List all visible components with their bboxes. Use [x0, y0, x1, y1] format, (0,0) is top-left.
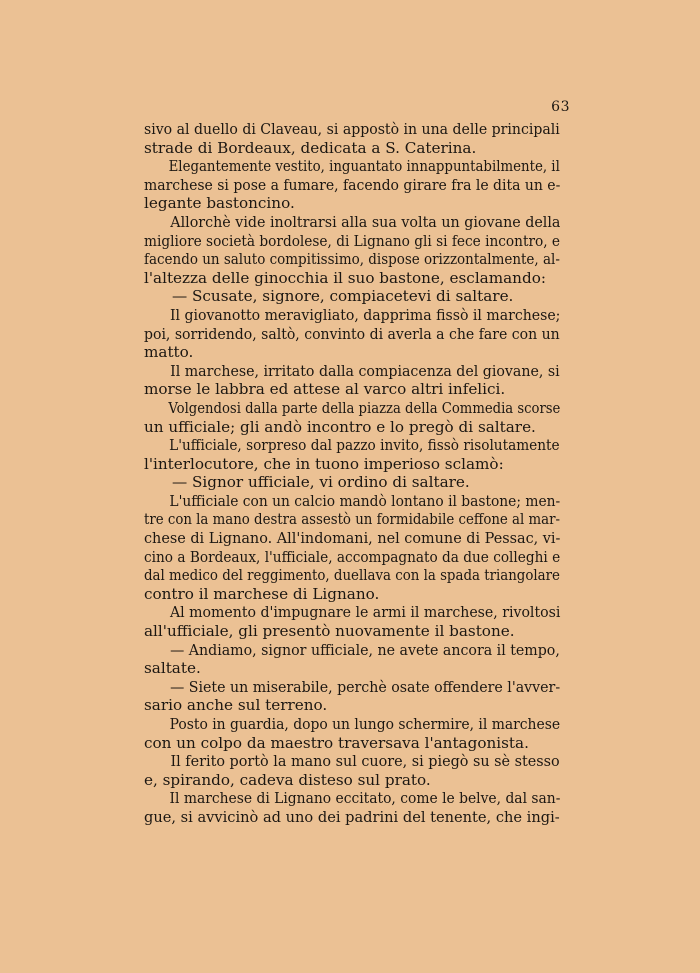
text-line: Elegantemente vestito, inguantato innappuntabilmente, il: [168, 157, 560, 176]
text-line: l'interlocutore, che in tuono imperioso sclamò:: [144, 454, 504, 473]
text-line: Allorchè vide inoltrarsi alla sua volta un giovane della: [170, 212, 561, 231]
text-line: Il giovanotto meravigliato, dapprima fissò il marchese;: [169, 305, 561, 324]
text-line: e, spirando, cadeva disteso sul prato.: [144, 770, 431, 789]
text-line: marchese si pose a fumare, facendo girare fra le dita un e-: [144, 175, 561, 194]
text-line: sivo al duello di Claveau, si appostò in una delle principali: [144, 120, 560, 138]
text-line: tre con la mano destra assestò un formidabile ceffone al mar-: [144, 510, 560, 529]
text-line: morse le labbra ed attese al varco altri infelici.: [144, 380, 506, 399]
text-line: gue, si avvicinò ad uno dei padrini del tenente, che ingi-: [144, 807, 560, 826]
text-line: saltate.: [144, 659, 201, 678]
page-number: 63: [551, 99, 570, 115]
text-line: migliore società bordolese, di Lignano gli si fece incontro, e: [144, 231, 561, 250]
body-text: [144, 120, 560, 827]
text-line: Il marchese, irritato dalla compiacenza del giovane, si: [170, 361, 560, 380]
text-line: L'ufficiale, sorpreso dal pazzo invito, fissò risolutamente: [169, 436, 560, 455]
text-line: facendo un saluto compitissimo, dispose orizzontalmente, al-: [144, 250, 560, 269]
text-line: Il marchese di Lignano eccitato, come le belve, dal san-: [169, 789, 561, 808]
text-line: — Signor ufficiale, vi ordino di saltare.: [172, 473, 470, 492]
text-line: con un colpo da maestro traversava l'antagonista.: [144, 733, 529, 752]
text-line: un ufficiale; gli andò incontro e lo pregò di saltare.: [144, 417, 536, 436]
text-line: Posto in guardia, dopo un lungo schermire, il marchese: [169, 715, 561, 733]
text-line: L'ufficiale con un calcio mandò lontano il bastone; men-: [169, 491, 561, 510]
text-line: dal medico del reggimento, duellava con la spada triangolare: [144, 566, 560, 585]
text-line: Il ferito portò la mano sul cuore, si piegò su sè stesso: [170, 752, 560, 771]
text-line: Volgendosi dalla parte della piazza della Commedia scorse: [168, 398, 561, 417]
text-line: contro il marchese di Lignano.: [144, 584, 380, 603]
text-line: sario anche sul terreno.: [144, 696, 328, 715]
text-line: — Siete un miserabile, perchè osate offendere l'avver-: [170, 677, 561, 696]
text-line: cino a Bordeaux, l'ufficiale, accompagnato da due colleghi e: [144, 547, 561, 566]
text-line: l'altezza delle ginocchia il suo bastone, esclamando:: [144, 268, 546, 287]
text-line: — Andiamo, signor ufficiale, ne avete ancora il tempo,: [170, 640, 560, 659]
text-line: strade di Bordeaux, dedicata a S. Caterina.: [144, 138, 477, 157]
text-line: legante bastoncino.: [144, 194, 295, 213]
text-line: Al momento d'impugnare le armi il marchese, rivoltosi: [170, 603, 561, 622]
text-line: — Scusate, signore, compiacetevi di saltare.: [172, 287, 514, 306]
text-line: all'ufficiale, gli presentò nuovamente il bastone.: [144, 622, 515, 641]
text-line: poi, sorridendo, saltò, convinto di averla a che fare con un: [144, 324, 560, 343]
text-line: matto.: [144, 343, 194, 362]
text-line: chese di Lignano. All'indomani, nel comune di Pessac, vi-: [144, 529, 561, 548]
